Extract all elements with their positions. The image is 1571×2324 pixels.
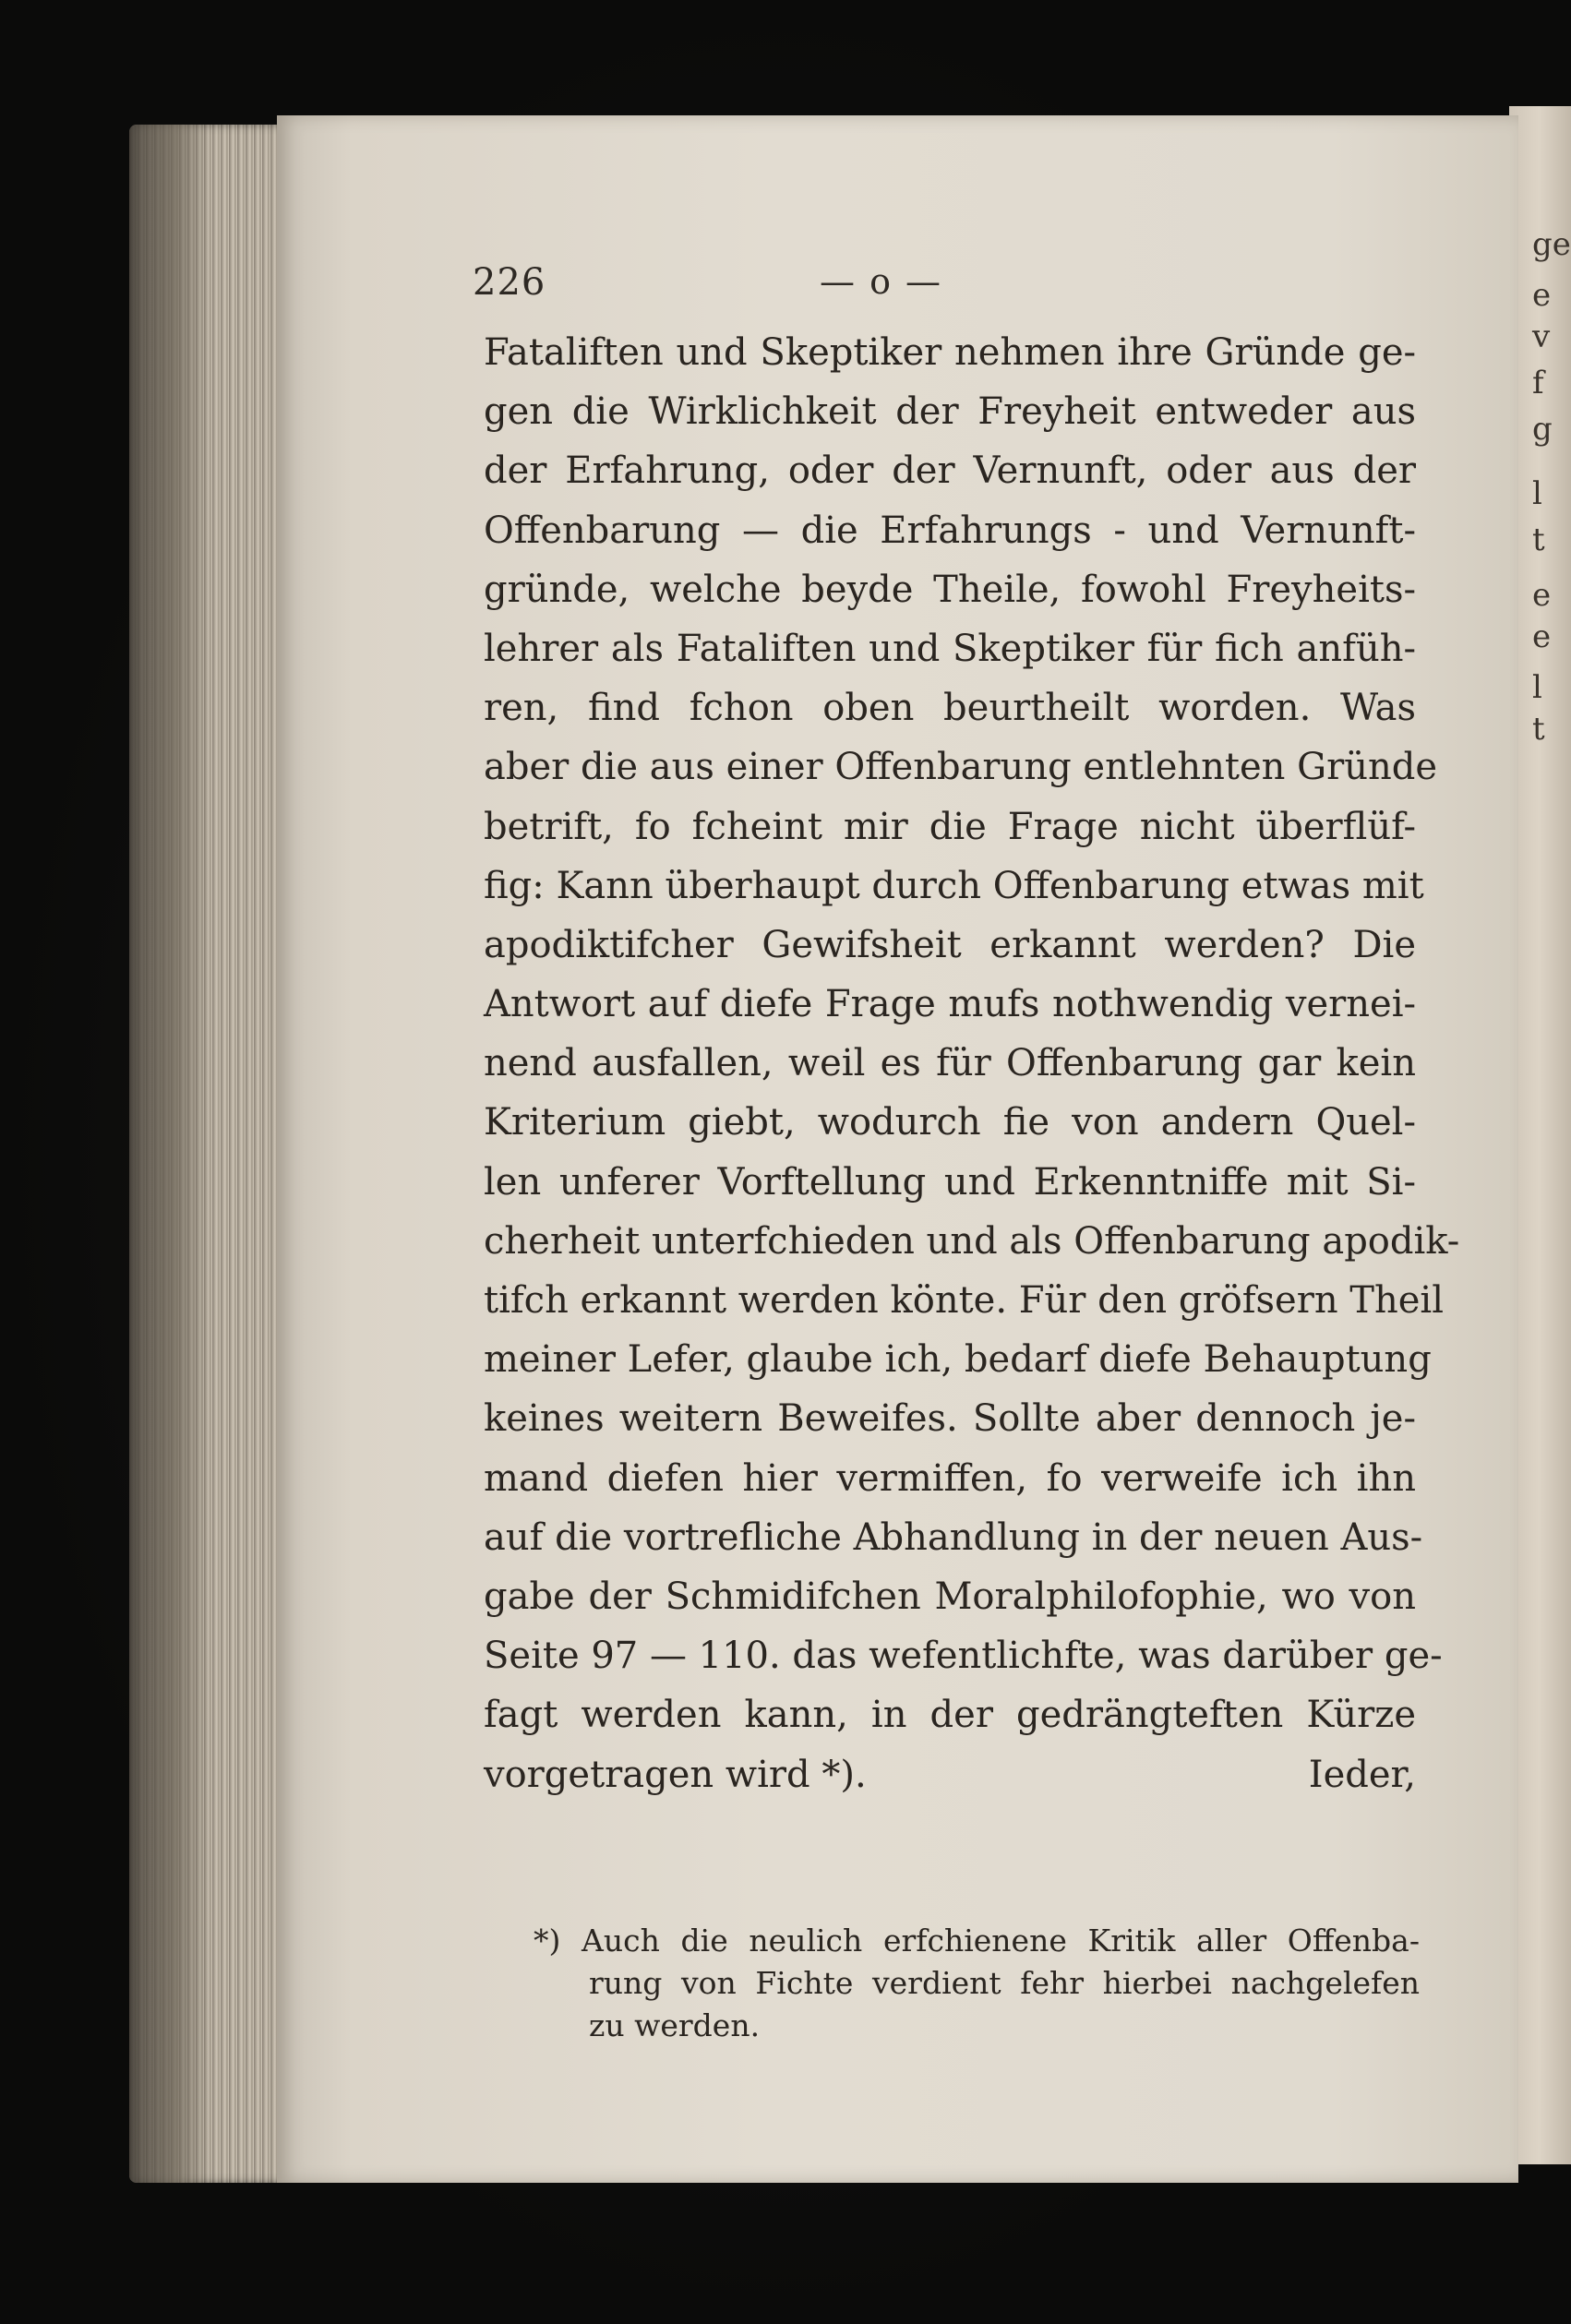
next-page-fragment: l bbox=[1532, 669, 1542, 706]
text-line: tifch erkannt werden könte. Für den gröfsern Theil bbox=[484, 1279, 1444, 1322]
text-line: ren, find fchon oben beurtheilt worden. Was bbox=[484, 687, 1416, 730]
text-line: aber die aus einer Offenbarung entlehnten Gründe bbox=[484, 746, 1437, 789]
next-page-fragment: ge bbox=[1532, 226, 1571, 263]
text-line: gabe der Schmidifchen Moralphilofophie, wo von bbox=[484, 1575, 1416, 1618]
footnote-line-3: zu werden. bbox=[589, 2007, 761, 2043]
book-edge-shadow bbox=[129, 125, 212, 2183]
text-line: Seite 97 — 110. das wefentlichfte, was darüber ge- bbox=[484, 1635, 1443, 1678]
text-line: lehrer als Fataliften und Skeptiker für fich anfüh- bbox=[484, 627, 1416, 670]
text-line: Antwort auf diefe Frage mufs nothwendig vernei- bbox=[484, 983, 1416, 1026]
footnote-line-1: *) Auch die neulich erfchienene Kritik aller Offenba- bbox=[534, 1923, 1420, 1959]
text-line: gründe, welche beyde Theile, fowohl Freyheits- bbox=[484, 568, 1416, 611]
header-ornament: — o — bbox=[820, 261, 943, 302]
book-page bbox=[277, 115, 1518, 2183]
text-line: meiner Lefer, glaube ich, bedarf diefe Behauptung bbox=[484, 1338, 1432, 1382]
text-line: len unferer Vorftellung und Erkenntniffe mit Si- bbox=[484, 1160, 1416, 1204]
next-page-fragment: t bbox=[1532, 711, 1545, 748]
text-line: fig: Kann überhaupt durch Offenbarung etwas mit bbox=[484, 864, 1424, 907]
text-line: mand diefen hier vermiffen, fo verweife ich ihn bbox=[484, 1456, 1416, 1500]
last-line-left: vorgetragen wird *). bbox=[484, 1753, 867, 1796]
next-page-fragment: v bbox=[1532, 318, 1551, 355]
text-line: betrift, fo fcheint mir die Frage nicht überflüf- bbox=[484, 805, 1416, 848]
text-line-last bbox=[484, 1745, 1416, 1804]
text-line: keines weitern Beweifes. Sollte aber dennoch je- bbox=[484, 1397, 1416, 1441]
text-line: auf die vortrefliche Abhandlung in der neuen Aus- bbox=[484, 1515, 1423, 1559]
text-line: fagt werden kann, in der gedrängteften Kürze bbox=[484, 1694, 1416, 1737]
next-page-fragment: l bbox=[1532, 475, 1542, 512]
text-line: gen die Wirklichkeit der Freyheit entweder aus bbox=[484, 390, 1416, 434]
body-text bbox=[484, 323, 1460, 1804]
page-header bbox=[277, 261, 1518, 317]
next-page-fragment: e bbox=[1532, 618, 1552, 655]
text-line: apodiktifcher Gewifsheit erkannt werden? Die bbox=[484, 923, 1416, 966]
text-line: Kriterium giebt, wodurch fie von andern Quel- bbox=[484, 1101, 1416, 1144]
page-number: 226 bbox=[473, 261, 546, 304]
text-line: der Erfahrung, oder der Vernunft, oder aus der bbox=[484, 449, 1416, 493]
text-line: Offenbarung — die Erfahrungs - und Vernunft- bbox=[484, 509, 1416, 552]
next-page-fragment: t bbox=[1532, 521, 1545, 558]
last-line-right: Ieder, bbox=[1308, 1753, 1416, 1796]
next-page-fragment: g bbox=[1532, 411, 1553, 448]
footnote bbox=[534, 1920, 1420, 2047]
text-line: Fataliften und Skeptiker nehmen ihre Gründe ge- bbox=[484, 331, 1416, 374]
text-line: cherheit unterfchieden und als Offenbarung apodik- bbox=[484, 1219, 1460, 1263]
text-line: nend ausfallen, weil es für Offenbarung gar kein bbox=[484, 1042, 1416, 1085]
next-page-fragment: e bbox=[1532, 277, 1552, 314]
next-page-fragment: f bbox=[1532, 365, 1544, 401]
footnote-line-2: rung von Fichte verdient fehr hierbei nachgelefen bbox=[589, 1965, 1420, 2001]
next-page-fragment: e bbox=[1532, 577, 1552, 614]
